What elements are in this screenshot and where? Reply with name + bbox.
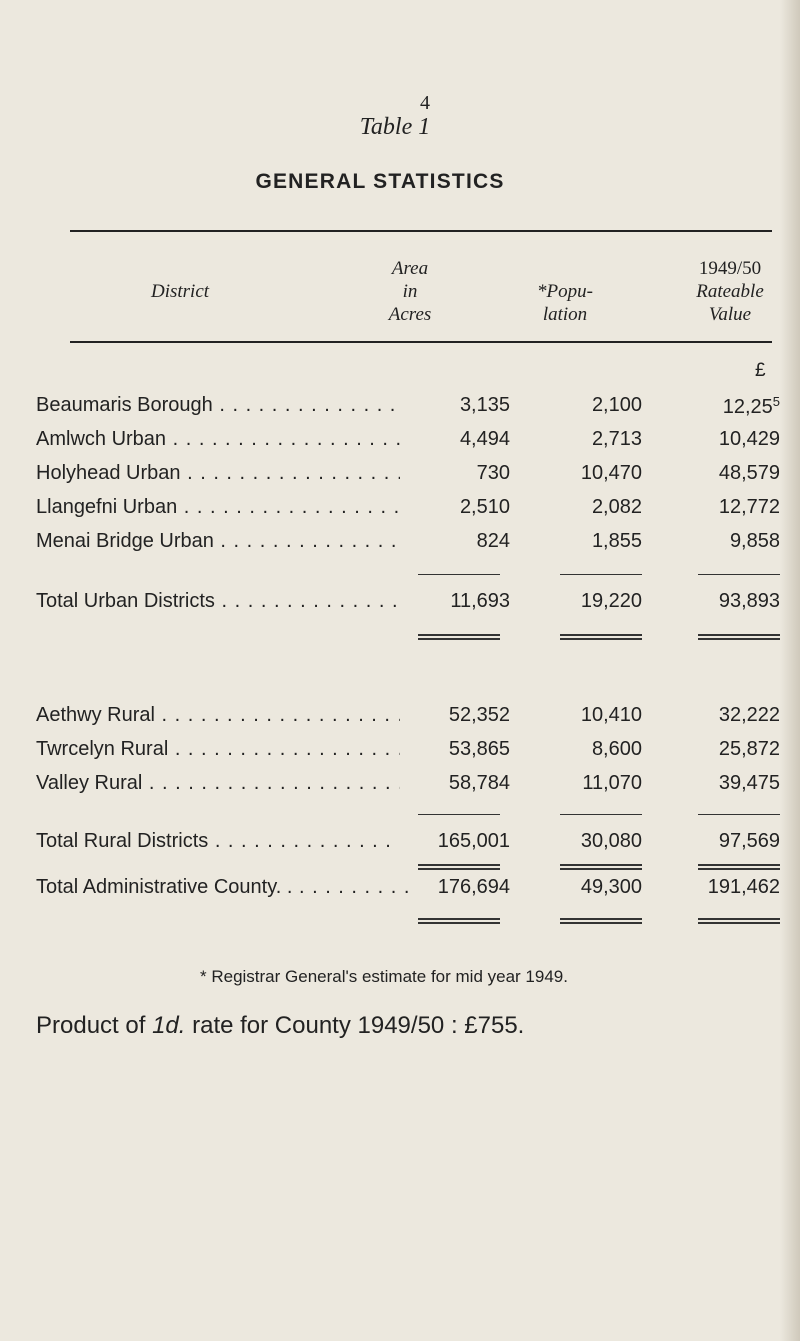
area-value: 58,784	[448, 772, 510, 794]
population-value: 2,100	[591, 394, 642, 416]
subtotal-rule	[698, 814, 780, 815]
subtotal-rule	[560, 574, 642, 575]
district-name: Total Administrative County. . . . .	[36, 876, 416, 899]
page-number: 4	[420, 92, 430, 114]
area-value: 3,135	[459, 394, 510, 416]
rateable-value: 10,429	[718, 428, 780, 450]
subtotal-rule	[418, 814, 500, 815]
subtotal-rule	[698, 574, 780, 575]
header-district: District	[150, 281, 210, 302]
total-double-rule	[698, 918, 780, 924]
table-row	[36, 738, 780, 766]
area-value: 52,352	[448, 704, 510, 726]
currency-symbol: £	[755, 360, 766, 381]
table-row	[36, 394, 780, 422]
urban-total-row	[36, 590, 780, 618]
footnote: * Registrar General's estimate for mid year 1949.	[200, 967, 568, 986]
district-name: Llangefni Urban . . .	[36, 496, 400, 519]
header-top-rule	[70, 230, 772, 232]
population-value: 30,080	[580, 830, 642, 852]
rateable-value: 9,858	[729, 530, 780, 552]
total-double-rule	[418, 634, 500, 640]
rateable-value: 32,222	[718, 704, 780, 726]
area-value: 176,694	[437, 876, 510, 898]
population-value: 2,082	[591, 496, 642, 518]
table-label: Table 1	[359, 114, 431, 140]
area-value: 11,693	[450, 590, 510, 612]
area-value: 730	[476, 462, 510, 484]
total-double-rule	[698, 634, 780, 640]
rateable-value: 191,462	[707, 876, 780, 898]
population-value: 10,410	[580, 704, 642, 726]
population-value: 1,855	[591, 530, 642, 552]
total-double-rule	[418, 864, 500, 870]
header-rateable-value: 1949/50 Rateable Value	[696, 258, 764, 325]
rateable-value: 39,475	[718, 772, 780, 794]
district-name: Total Urban Districts . . .	[36, 590, 400, 613]
rateable-value: 12,772	[718, 496, 780, 518]
subtotal-rule	[560, 814, 642, 815]
total-double-rule	[418, 918, 500, 924]
header-area: Area in Acres	[388, 258, 432, 325]
total-double-rule	[560, 634, 642, 640]
total-double-rule	[560, 918, 642, 924]
table-row	[36, 462, 780, 490]
subtotal-rule	[418, 574, 500, 575]
page-edge-shadow	[780, 0, 800, 1341]
table-row	[36, 428, 780, 456]
population-value: 2,713	[591, 428, 642, 450]
population-value: 19,220	[580, 590, 642, 612]
district-name: Amlwch Urban . . .	[36, 428, 400, 451]
district-name: Menai Bridge Urban . . .	[36, 530, 400, 553]
district-name: Twrcelyn Rural . . .	[36, 738, 400, 761]
total-double-rule	[560, 864, 642, 870]
rateable-value: 12,25$^5$	[722, 394, 780, 418]
county-total-row	[36, 876, 780, 904]
rural-total-row	[36, 830, 780, 858]
district-name: Holyhead Urban . . .	[36, 462, 400, 485]
header-population: *Popu- lation	[537, 281, 593, 325]
area-value: 4,494	[459, 428, 510, 450]
product-statement: Product of 1d. rate for County 1949/50 : £755.	[36, 1012, 525, 1039]
rateable-value: 93,893	[718, 590, 780, 612]
area-value: 165,001	[437, 830, 510, 852]
table-row	[36, 530, 780, 558]
table-row	[36, 496, 780, 524]
table-row	[36, 704, 780, 732]
area-value: 2,510	[459, 496, 510, 518]
population-value: 10,470	[580, 462, 642, 484]
rateable-value: 48,579	[718, 462, 780, 484]
table-row	[36, 772, 780, 800]
population-value: 11,070	[582, 772, 642, 794]
page-title: GENERAL STATISTICS	[255, 170, 505, 193]
rateable-value: 25,872	[718, 738, 780, 760]
header-bottom-rule	[70, 341, 772, 343]
population-value: 8,600	[591, 738, 642, 760]
district-name: Total Rural Districts . . .	[36, 830, 400, 853]
area-value: 53,865	[448, 738, 510, 760]
population-value: 49,300	[580, 876, 642, 898]
rateable-value: 97,569	[718, 830, 780, 852]
total-double-rule	[698, 864, 780, 870]
district-name: Valley Rural . . .	[36, 772, 400, 795]
district-name: Aethwy Rural . . .	[36, 704, 400, 727]
district-name: Beaumaris Borough . . .	[36, 394, 400, 417]
area-value: 824	[476, 530, 510, 552]
